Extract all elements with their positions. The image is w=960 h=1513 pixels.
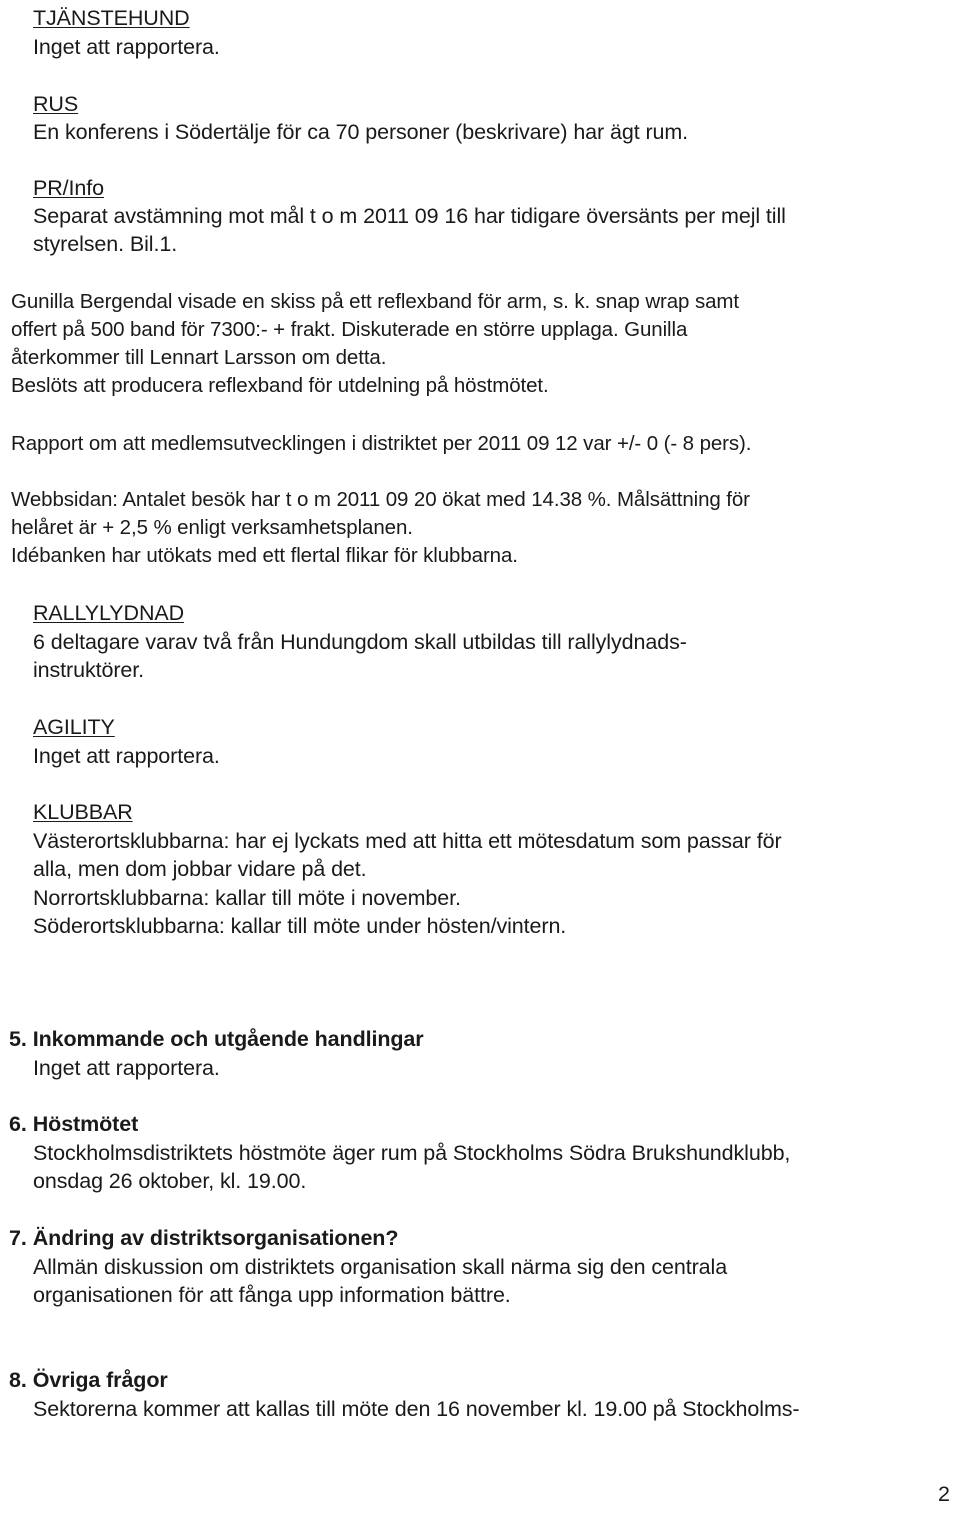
section-line: Stockholmsdistriktets höstmöte äger rum på Stockholms Södra Brukshundklubb, — [33, 1141, 791, 1165]
section-title: Övriga frågor — [32, 1368, 168, 1392]
reflex-line: Beslöts att producera reflexband för utdelning på höstmötet. — [11, 374, 549, 397]
klubbar-line: Västerortsklubbarna: har ej lyckats med att hitta ett mötesdatum som passar för — [33, 829, 782, 853]
section-heading — [9, 1224, 398, 1252]
section-line: Sektorerna kommer att kallas till möte den 16 november kl. 19.00 på Stockholms- — [33, 1397, 800, 1421]
section-line: organisationen för att fånga upp information bättre. — [33, 1283, 511, 1307]
rapport-line: Rapport om att medlemsutvecklingen i distriktet per 2011 09 12 var +/- 0 (- 8 pers). — [11, 432, 752, 455]
section-heading — [9, 1025, 424, 1053]
agility-text: Inget att rapportera. — [33, 744, 220, 768]
section-line: onsdag 26 oktober, kl. 19.00. — [33, 1169, 307, 1193]
rallylydnad-line: 6 deltagare varav två från Hundungdom skall utbildas till rallylydnads- — [33, 630, 687, 654]
reflex-line: återkommer till Lennart Larsson om detta. — [11, 346, 387, 369]
rus-heading: RUS — [33, 92, 79, 116]
rus-text: En konferens i Södertälje för ca 70 personer (beskrivare) har ägt rum. — [33, 120, 689, 144]
section-number: 6. — [9, 1112, 27, 1136]
section-number: 5. — [9, 1027, 27, 1051]
klubbar-line: Norrortsklubbarna: kallar till möte i november. — [33, 886, 461, 910]
section-title: Inkommande och utgående handlingar — [32, 1027, 424, 1051]
agility-heading: AGILITY — [33, 715, 115, 739]
rallylydnad-line: instruktörer. — [33, 658, 145, 682]
section-number: 7. — [9, 1226, 27, 1250]
klubbar-heading: KLUBBAR — [33, 800, 133, 824]
section-line: Inget att rapportera. — [33, 1056, 220, 1080]
page-number: 2 — [938, 1482, 950, 1506]
reflex-line: Gunilla Bergendal visade en skiss på ett reflexband för arm, s. k. snap wrap samt — [11, 290, 739, 313]
section-heading — [9, 1366, 168, 1394]
pr-info-line: styrelsen. Bil.1. — [33, 232, 178, 256]
reflex-line: offert på 500 band för 7300:- + frakt. Diskuterade en större upplaga. Gunilla — [11, 318, 688, 341]
section-title: Höstmötet — [32, 1112, 139, 1136]
web-line: Idébanken har utökats med ett flertal flikar för klubbarna. — [11, 544, 518, 567]
web-line: Webbsidan: Antalet besök har t o m 2011 09 20 ökat med 14.38 %. Målsättning för — [11, 488, 750, 511]
section-heading — [9, 1110, 138, 1138]
tjanstehund-heading: TJÄNSTEHUND — [33, 6, 190, 30]
pr-info-line: Separat avstämning mot mål t o m 2011 09 16 har tidigare översänts per mejl till — [33, 204, 786, 228]
klubbar-line: alla, men dom jobbar vidare på det. — [33, 857, 367, 881]
rallylydnad-heading: RALLYLYDNAD — [33, 601, 185, 625]
section-title: Ändring av distriktsorganisationen? — [32, 1226, 399, 1250]
section-number: 8. — [9, 1368, 27, 1392]
pr-info-heading: PR/Info — [33, 176, 105, 200]
web-line: helåret är + 2,5 % enligt verksamhetsplanen. — [11, 516, 413, 539]
tjanstehund-text: Inget att rapportera. — [33, 35, 220, 59]
klubbar-line: Söderortsklubbarna: kallar till möte under hösten/vintern. — [33, 914, 567, 938]
section-line: Allmän diskussion om distriktets organisation skall närma sig den centrala — [33, 1255, 728, 1279]
